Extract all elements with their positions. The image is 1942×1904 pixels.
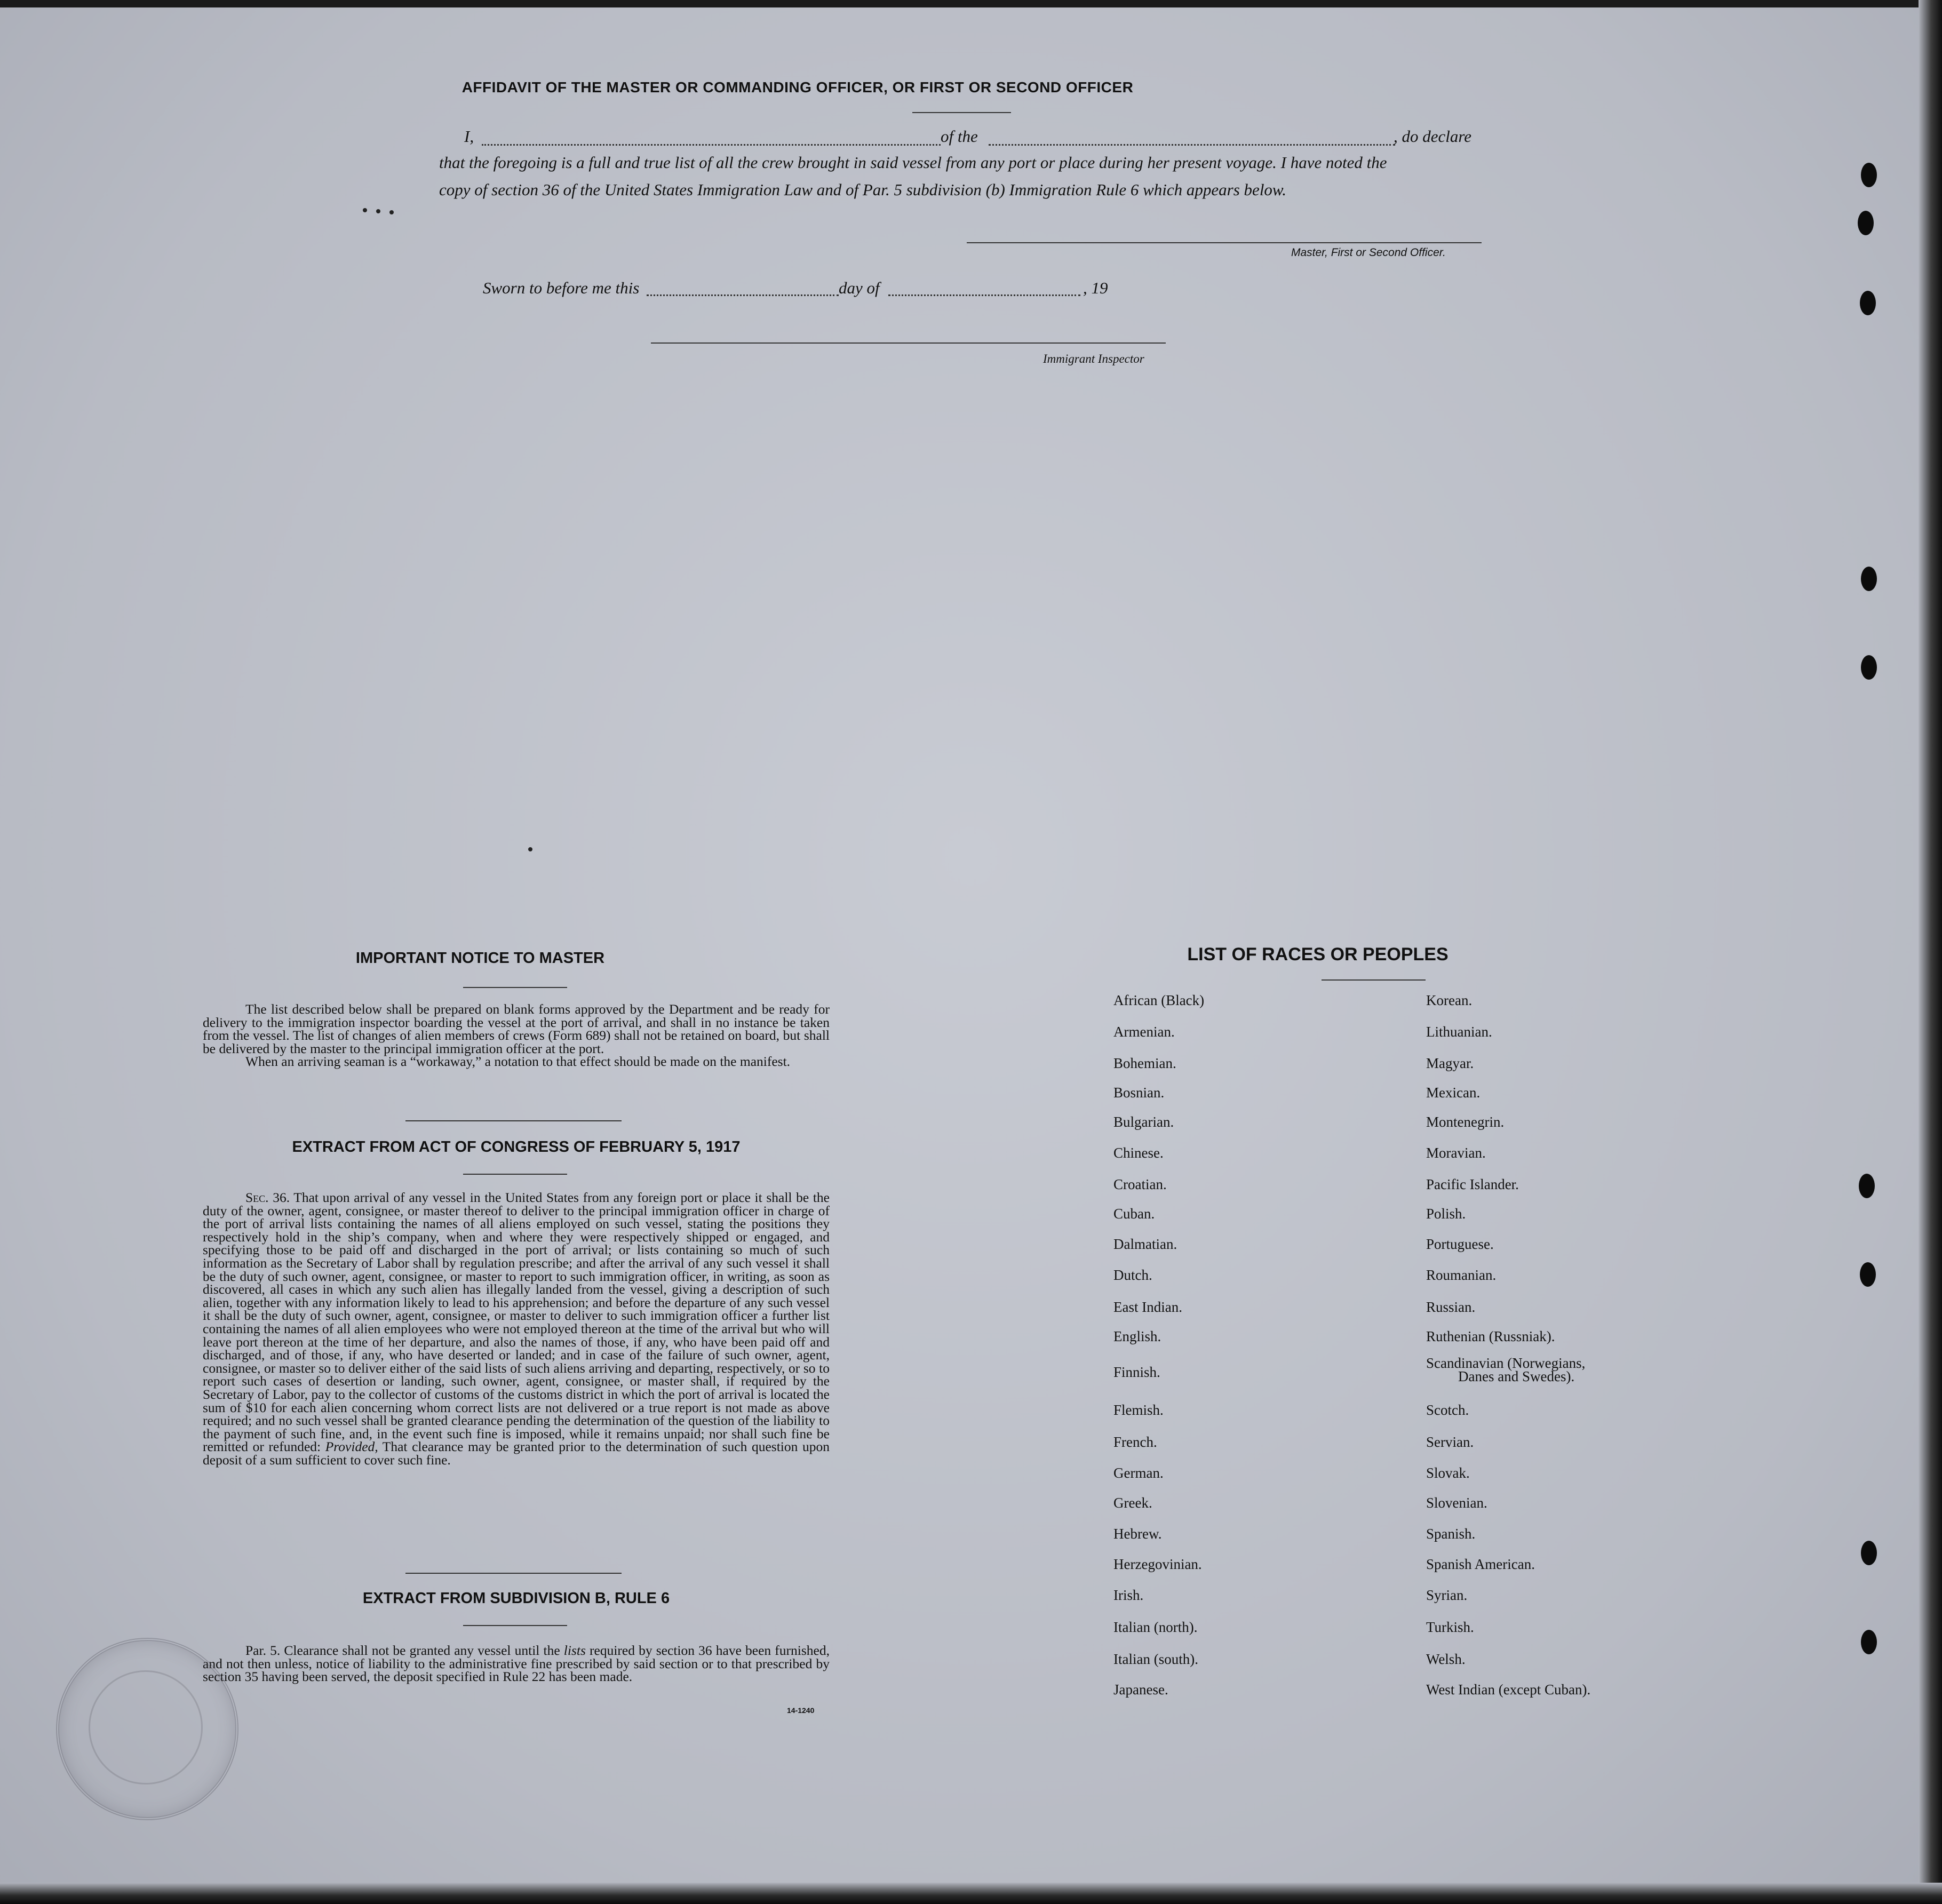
race-item: Russian. (1426, 1299, 1476, 1315)
extract-divider (463, 1174, 567, 1175)
binder-hole-icon (1861, 163, 1877, 187)
race-item: Pacific Islander. (1426, 1176, 1519, 1192)
extract-1917-title: EXTRACT FROM ACT OF CONGRESS OF FEBRUARY 5, 1917 (292, 1138, 741, 1156)
speck (528, 847, 532, 851)
races-title: LIST OF RACES OR PEOPLES (1187, 944, 1448, 965)
race-item: Moravian. (1426, 1145, 1486, 1161)
race-item: West Indian (except Cuban). (1426, 1682, 1591, 1698)
race-item: Magyar. (1426, 1055, 1474, 1071)
inspector-signature-line[interactable] (651, 342, 1166, 344)
section-divider (405, 1573, 622, 1574)
inspector-caption: Immigrant Inspector (1043, 352, 1144, 365)
race-item: Finnish. (1113, 1364, 1160, 1380)
binder-hole-icon (1860, 1262, 1876, 1287)
speck (389, 210, 394, 214)
race-item: Cuban. (1113, 1206, 1155, 1222)
sec-36-text: That upon arrival of any vessel in the United States from any foreign port or place it shall be the duty of the owner, agent, consignee, or master thereof to deliver to the principal immigration officer in charge of the port of arrival lists containing the names of all aliens employed on such vessel, stating the positions they respectively hold in the ship’s company, when and where they were respectively shipped or engaged, and specifying those to be paid off and discharged in the port of arrival; or lists containing so much of such information as the Secretary of Labor shall by regulation prescribe; and after the arrival of any such vessel it shall be the duty of such owner, agent, consignee, or master to report to such immigration officer, in writing, as soon as discovered, all cases in which any such alien has illegally landed from the vessel, giving a description of such alien, together with any information likely to lead to his apprehension; and before the departure of any such vessel it shall be the duty of such owner, agent, consignee, or master to deliver to such immigration officer a further list containing the names of all alien employees who were not employed thereon at the time of the arrival but who will leave port thereon at the time of her departure, and also the names of those, if any, who have been paid off and discharged, and of those, if any, who have deserted or landed; and in case of the failure of such owner, agent, consignee, or master so to deliver either of the said lists of such aliens arriving and departing, respectively, or so to report such cases of desertion or landing, such owner, agent, consignee, or master shall, if required by the Secretary of Labor, pay to the collector of customs of the customs district in which the port of arrival is located the sum of $10 for each alien concerning whom correct lists are not delivered or a true report is not made as above required; and no such vessel shall be granted clearance pending the determination of the question of the liability to the payment of such fine, and, in the event such fine is imposed, while it remains unpaid; nor shall such fine be remitted or refunded: (203, 1190, 830, 1455)
vessel-name-blank[interactable] (989, 144, 1395, 146)
race-item: Slovenian. (1426, 1495, 1487, 1511)
race-item: Roumanian. (1426, 1267, 1497, 1283)
scan-edge-bottom (0, 1883, 1942, 1904)
scan-edge-top (0, 0, 1942, 7)
race-item: Welsh. (1426, 1651, 1466, 1667)
binder-hole-icon (1858, 211, 1874, 235)
sworn-month-blank[interactable] (888, 294, 1080, 296)
race-item: Greek. (1113, 1495, 1152, 1511)
race-item: Dutch. (1113, 1267, 1152, 1283)
race-item-continuation: Danes and Swedes). (1458, 1368, 1575, 1384)
race-item: Scandinavian (Norwegians, (1426, 1355, 1586, 1371)
race-item: Polish. (1426, 1206, 1466, 1222)
race-item: Lithuanian. (1426, 1024, 1492, 1040)
race-item: German. (1113, 1465, 1164, 1481)
race-item: Servian. (1426, 1434, 1474, 1450)
race-item: Spanish. (1426, 1526, 1476, 1542)
race-item: Bosnian. (1113, 1085, 1165, 1101)
provided-word: Provided, (325, 1439, 378, 1455)
affidavit-of-the-label: of the (941, 127, 978, 146)
affidavit-line-2: that the foregoing is a full and true list of all the crew brought in said vessel from any port or place during her present voyage. I have noted the (439, 153, 1387, 172)
race-item: Slovak. (1426, 1465, 1470, 1481)
race-item: Italian (north). (1113, 1619, 1198, 1635)
master-name-blank[interactable] (482, 144, 941, 146)
race-item: Korean. (1426, 992, 1473, 1008)
binder-hole-icon (1859, 1174, 1875, 1198)
race-item: Montenegrin. (1426, 1114, 1505, 1130)
par5-text-b: required by section 36 have been furnished, and not then unless, notice of liability to the administrative fine prescribed by said section or to that prescribed by section 35 having been served, the deposit specified in Rule 22 has been made. (203, 1643, 830, 1685)
race-item: Portuguese. (1426, 1236, 1494, 1252)
lists-word: lists (563, 1643, 586, 1658)
race-item: English. (1113, 1328, 1161, 1344)
race-item: Croatian. (1113, 1176, 1167, 1192)
sec-36-text-end: That clearance may be granted prior to the determination of such question upon deposit of a sum sufficient to cover such fine. (203, 1439, 830, 1468)
notice-paragraph-1: The list described below shall be prepared on blank forms approved by the Department and be ready for delivery to the immigration inspector boarding the vessel at the port of arrival, and shall in no instance be taken from the vessel. The list of changes of alien members of crews (Form 689) shall not be retained on board, but shall be delivered by the master to the principal immigration officer at the port. (203, 1001, 830, 1056)
notice-title: IMPORTANT NOTICE TO MASTER (355, 950, 605, 967)
extract-divider (463, 1625, 567, 1626)
race-item: Mexican. (1426, 1085, 1481, 1101)
sworn-date-blank[interactable] (647, 294, 839, 296)
race-item: Herzegovinian. (1113, 1556, 1202, 1572)
officer-signature-caption: Master, First or Second Officer. (1291, 246, 1446, 259)
race-item: Bulgarian. (1113, 1114, 1174, 1130)
sworn-day-of-label: day of (839, 278, 880, 297)
binder-hole-icon (1861, 1630, 1877, 1654)
race-item: Syrian. (1426, 1587, 1468, 1603)
sec-36-label: Sec. 36. (245, 1190, 290, 1205)
binder-hole-icon (1861, 1541, 1877, 1565)
affidavit-declare-label: , do declare (1394, 127, 1472, 146)
binder-hole-icon (1861, 655, 1877, 680)
notice-divider (463, 987, 567, 988)
race-item: Hebrew. (1113, 1526, 1162, 1542)
race-item: Bohemian. (1113, 1055, 1176, 1071)
embossed-seal-icon (56, 1638, 238, 1820)
affidavit-title: AFFIDAVIT OF THE MASTER OR COMMANDING OFFICER, OR FIRST OR SECOND OFFICER (461, 79, 1134, 95)
affidavit-line-3: copy of section 36 of the United States Immigration Law and of Par. 5 subdivision (b) Immigration Rule 6 which appears below. (439, 180, 1287, 199)
par5-text-a: Par. 5. Clearance shall not be granted any vessel until the (245, 1643, 564, 1658)
race-item: Spanish American. (1426, 1556, 1535, 1572)
form-number: 14-1240 (787, 1706, 815, 1715)
notice-paragraph-2: When an arriving seaman is a “workaway,” a notation to that effect should be made on the manifest. (245, 1054, 791, 1070)
races-divider (1322, 979, 1426, 981)
race-item: French. (1113, 1434, 1157, 1450)
extract-1917-body (203, 1191, 830, 1467)
race-item: Scotch. (1426, 1402, 1469, 1418)
race-item: Turkish. (1426, 1619, 1474, 1635)
race-item: Chinese. (1113, 1145, 1164, 1161)
race-item: Ruthenian (Russniak). (1426, 1328, 1555, 1344)
race-item: Italian (south). (1113, 1651, 1198, 1667)
scan-edge-right (1919, 0, 1942, 1904)
extract-rule6-title: EXTRACT FROM SUBDIVISION B, RULE 6 (362, 1590, 670, 1607)
race-item: Irish. (1113, 1587, 1144, 1603)
race-item: Flemish. (1113, 1402, 1164, 1418)
binder-hole-icon (1860, 291, 1876, 315)
race-item: African (Black) (1113, 992, 1205, 1008)
sworn-year-label: , 19 (1083, 278, 1108, 297)
title-divider (912, 112, 1011, 113)
sworn-label: Sworn to before me this (483, 278, 640, 297)
section-divider (405, 1120, 622, 1121)
affidavit-i-label: I, (464, 127, 474, 146)
race-item: Dalmatian. (1113, 1236, 1177, 1252)
race-item: East Indian. (1113, 1299, 1182, 1315)
officer-signature-line[interactable] (967, 242, 1482, 243)
notice-body (203, 1003, 830, 1069)
speck (376, 209, 380, 213)
extract-rule6-body (203, 1644, 830, 1684)
race-item: Armenian. (1113, 1024, 1175, 1040)
speck (363, 208, 367, 212)
binder-hole-icon (1861, 567, 1877, 591)
race-item: Japanese. (1113, 1682, 1168, 1698)
